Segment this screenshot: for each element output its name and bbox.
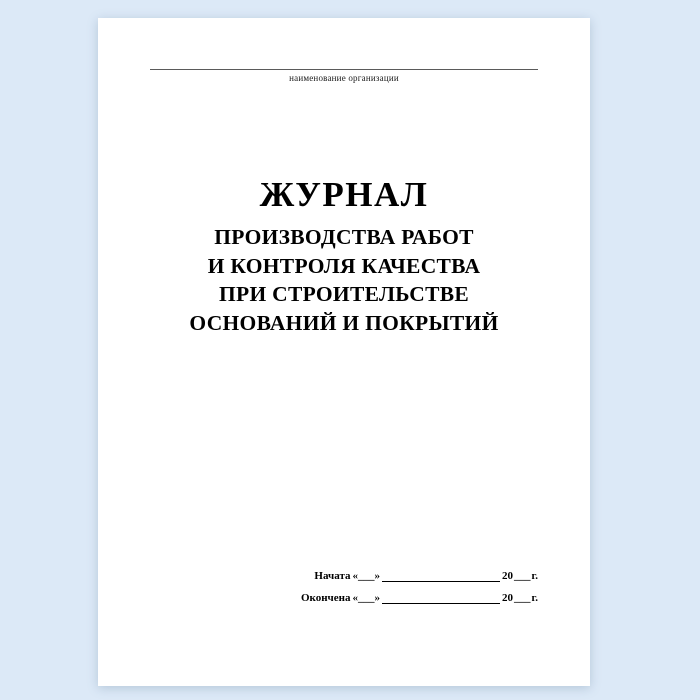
page-content — [98, 18, 590, 686]
started-year-prefix: 20 — [501, 570, 513, 582]
date-fields-block — [150, 570, 538, 614]
started-label: Начата — [314, 570, 351, 582]
finished-year-unit: г. — [531, 592, 538, 604]
organization-name-rule — [150, 68, 538, 70]
started-year-unit: г. — [531, 570, 538, 582]
finished-date-row — [150, 592, 538, 604]
page-title: ЖУРНАЛ — [259, 175, 429, 214]
document-title-block — [150, 175, 538, 338]
title-subline-4: ОСНОВАНИЙ И ПОКРЫТИЙ — [189, 310, 499, 335]
started-day-placeholder: «___» — [352, 570, 380, 582]
document-page — [98, 18, 590, 686]
started-month-blank — [382, 570, 500, 582]
organization-name-caption: наименование организации — [289, 73, 399, 83]
started-year-suffix: ___ — [513, 570, 531, 582]
finished-day-placeholder: «___» — [352, 592, 380, 604]
started-date-row — [150, 570, 538, 582]
title-subline-1: ПРОИЗВОДСТВА РАБОТ — [214, 225, 474, 250]
finished-label: Окончена — [300, 592, 351, 604]
finished-year-suffix: ___ — [513, 592, 531, 604]
title-subline-2: И КОНТРОЛЯ КАЧЕСТВА — [207, 253, 481, 278]
title-subline-3: ПРИ СТРОИТЕЛЬСТВЕ — [218, 282, 470, 307]
finished-year-prefix: 20 — [501, 592, 513, 604]
organization-name-block — [150, 68, 538, 83]
finished-month-blank — [382, 592, 500, 604]
